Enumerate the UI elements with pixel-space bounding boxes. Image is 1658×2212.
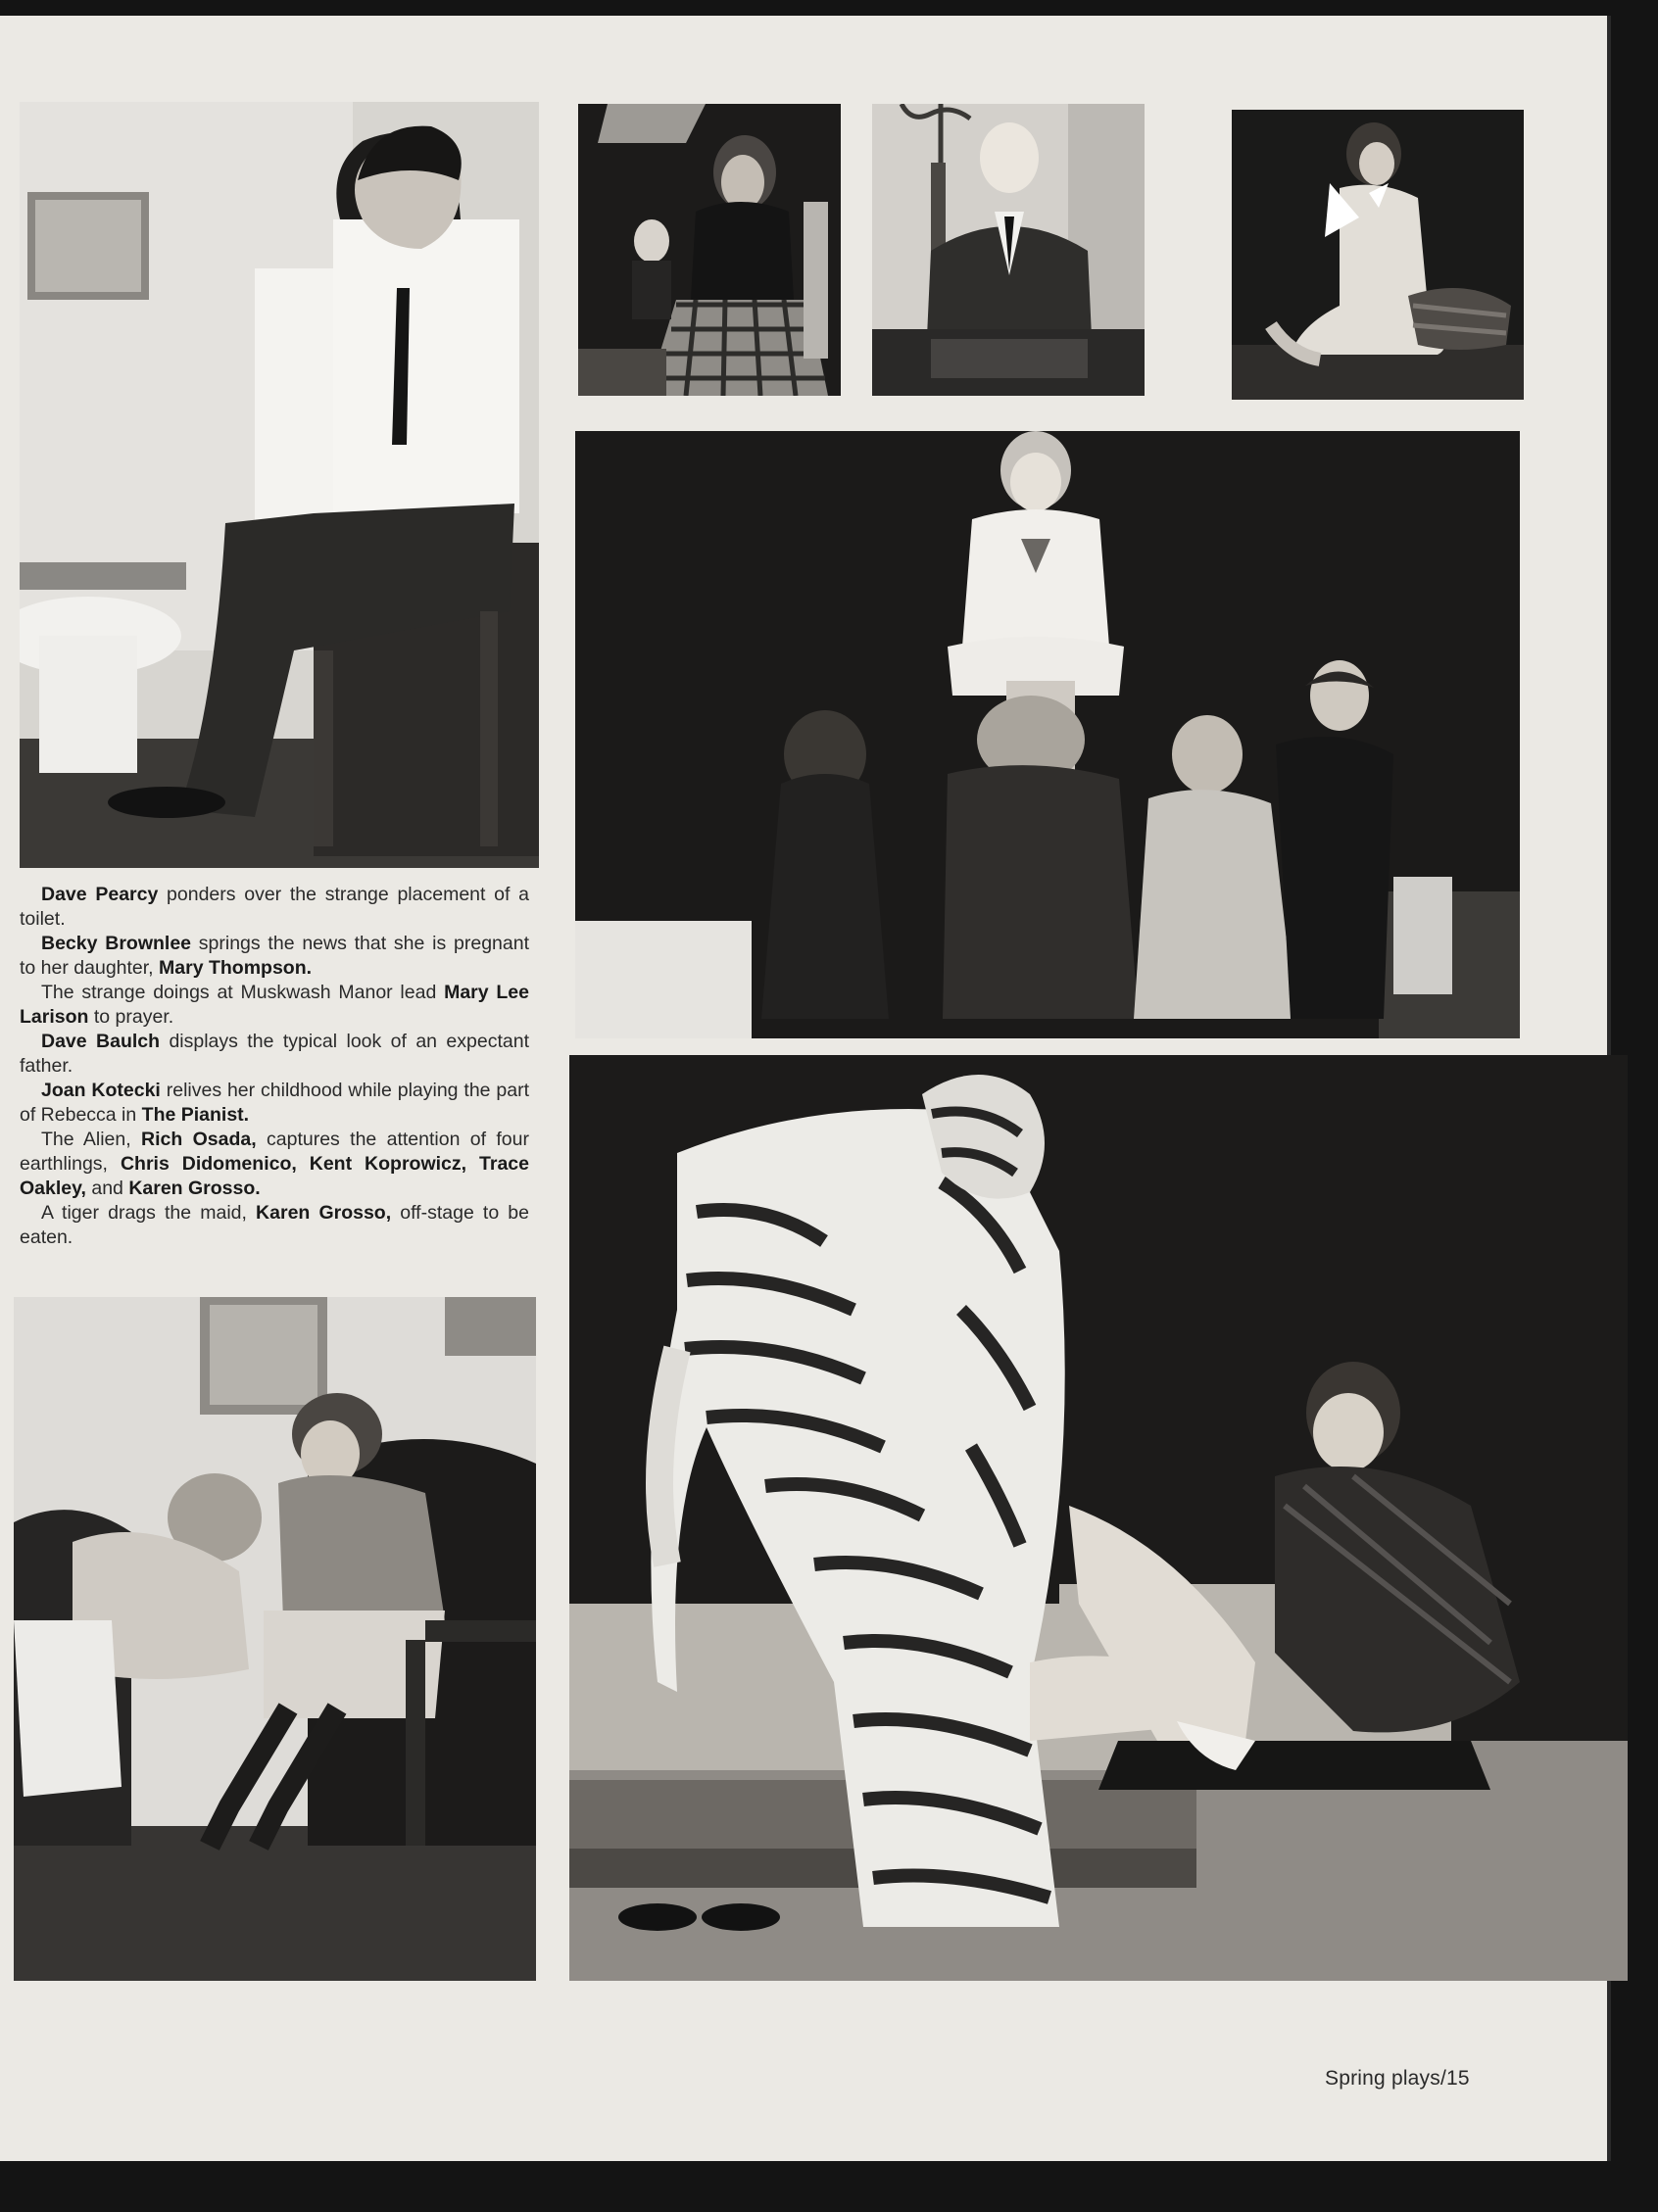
caption-text: captures the attention of four earthlings, (20, 1129, 529, 1175)
caption-text: to prayer. (88, 1006, 174, 1028)
photo-dave-pearcy (20, 102, 539, 868)
caption-text: and (85, 1178, 129, 1199)
page-folio: Spring plays/15 (1325, 2067, 1470, 2090)
caption-text: off-stage to be eaten. (20, 1202, 529, 1248)
caption-tiger (20, 1201, 529, 1250)
caption-becky-brownlee (20, 932, 529, 981)
caption-text: The strange doings at Muskwash Manor lead (41, 982, 445, 1003)
photo-alien-rich-osada (575, 431, 1520, 1038)
caption-text: A tiger drags the maid, (41, 1202, 257, 1224)
caption-name: Karen Grosso. (128, 1178, 261, 1199)
caption-mary-lee-larison (20, 981, 529, 1030)
caption-dave-pearcy (20, 883, 529, 932)
caption-text: displays the typical look of an expectant father. (20, 1031, 529, 1077)
caption-rich-osada (20, 1128, 529, 1201)
caption-name: Karen Grosso, (256, 1202, 392, 1224)
photo-mary-lee-larison (14, 1297, 536, 1981)
caption-text: springs the news that she is pregnant to her daughter, (20, 933, 529, 979)
caption-name: Rich Osada, (141, 1129, 257, 1150)
caption-block (20, 883, 529, 1250)
caption-name: Chris Didomenico, Kent Koprowicz, Trace Oakley, (20, 1153, 529, 1199)
caption-name: Mary Thompson. (159, 957, 313, 979)
caption-joan-kotecki (20, 1079, 529, 1128)
caption-name: Mary Lee Larison (20, 982, 529, 1028)
caption-name: The Pianist. (141, 1104, 250, 1126)
caption-name: Becky Brownlee (41, 933, 192, 954)
photo-joan-kotecki (1232, 110, 1524, 400)
photo-dave-baulch (872, 104, 1145, 396)
caption-text: ponders over the strange placement of a toilet. (20, 884, 529, 930)
caption-text: relives her childhood while playing the part of Rebecca in (20, 1080, 529, 1126)
photo-becky-brownlee (578, 104, 841, 396)
caption-name: Dave Pearcy (41, 884, 159, 905)
caption-text: The Alien, (41, 1129, 142, 1150)
caption-dave-baulch (20, 1030, 529, 1079)
caption-name: Dave Baulch (41, 1031, 161, 1052)
yearbook-page (0, 16, 1611, 2161)
caption-name: Joan Kotecki (41, 1080, 161, 1101)
photo-tiger-karen-grosso (569, 1055, 1628, 1981)
